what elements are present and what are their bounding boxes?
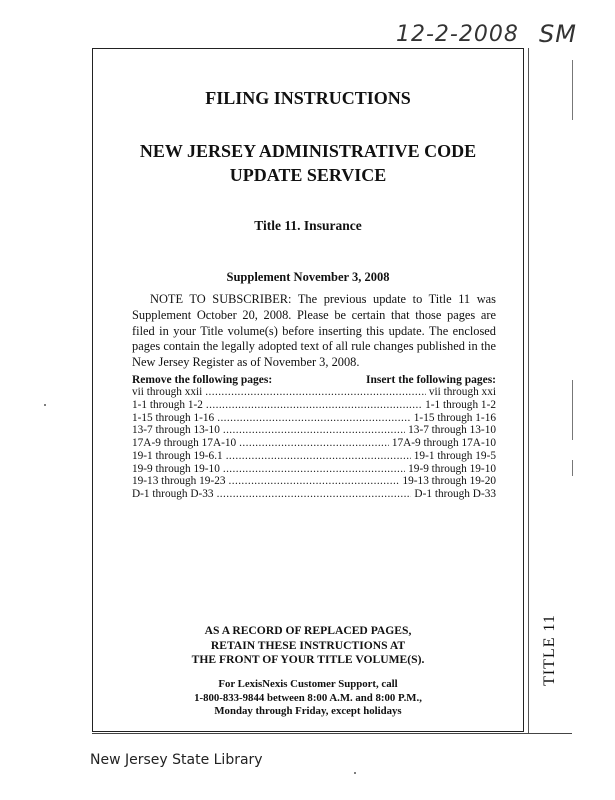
leader-dots [239,437,389,449]
title-tab-label: TITLE 11 [541,614,558,686]
remove-pages: 19-9 through 19-10 [132,462,220,475]
table-row [132,424,496,437]
leader-dots [226,450,411,462]
title-tab [530,600,570,700]
table-row [132,386,496,399]
insert-pages: 19-9 through 19-10 [408,462,496,475]
remove-pages: 1-1 through 1-2 [132,398,203,411]
pages-table-header [132,374,496,386]
leader-dots [217,412,411,424]
insert-pages: 1-1 through 1-2 [425,398,496,411]
binding-edge-rule [528,48,529,734]
scan-speck [354,772,356,774]
title-heading: Title 11. Insurance [254,218,362,233]
edge-mark [572,460,573,476]
edge-mark [572,380,573,440]
handwritten-initials: SM [539,20,577,48]
insert-pages: 13-7 through 13-10 [408,424,496,437]
code-heading-line2: UPDATE SERVICE [229,165,387,185]
record-notice [92,624,524,668]
insert-pages: 1-15 through 1-16 [413,411,496,424]
code-heading-line1: NEW JERSEY ADMINISTRATIVE CODE [139,141,477,161]
table-row [132,488,496,501]
remove-pages: vii through xxii [132,386,203,398]
table-row [132,437,496,450]
remove-pages: 19-13 through 19-23 [132,475,226,488]
support-line2: 1-800-833-9844 between 8:00 A.M. and 8:00 P.M., [194,691,422,704]
pages-table [132,386,496,501]
leader-dots [217,488,412,500]
code-heading [92,139,524,187]
remove-pages: 1-15 through 1-16 [132,411,215,424]
record-line1: AS A RECORD OF REPLACED PAGES, [204,624,412,637]
customer-support [92,678,524,719]
insert-pages: 19-13 through 19-20 [402,475,496,488]
table-row [132,463,496,476]
remove-pages: 17A-9 through 17A-10 [132,437,237,449]
insert-pages: 17A-9 through 17A-10 [391,437,496,449]
leader-dots [206,399,422,411]
table-row [132,475,496,488]
supplement-heading: Supplement November 3, 2008 [226,270,390,284]
leader-dots [205,386,426,398]
table-row [132,399,496,412]
record-line2: RETAIN THESE INSTRUCTIONS AT [210,638,406,652]
filing-instructions-heading: FILING INSTRUCTIONS [205,88,411,108]
remove-heading: Remove the following pages: [132,374,273,386]
insert-pages: D-1 through D-33 [414,488,496,500]
table-row [132,450,496,463]
insert-pages: vii through xxi [428,386,496,398]
edge-mark [572,60,573,120]
library-stamp: New Jersey State Library [90,752,263,768]
subscriber-note: NOTE TO SUBSCRIBER: The previous update to Title 11 was Supplement October 20, 2008. Please be certain that those pages are filed in your Title volume(s) before inserting this update. The enclosed pages contain the legally adopted text of all rule changes published in the New Jersey Register as of November 3, 2008. [132,292,496,370]
remove-pages: 13-7 through 13-10 [132,424,220,437]
scan-speck [44,404,46,406]
leader-dots [229,475,400,487]
record-line3: THE FRONT OF YOUR TITLE VOLUME(S). [191,653,425,666]
remove-pages: D-1 through D-33 [132,488,214,500]
insert-heading: Insert the following pages: [365,374,496,386]
support-line3: Monday through Friday, except holidays [214,705,402,717]
table-row [132,412,496,425]
handwritten-date: 12-2-2008 [396,22,519,47]
insert-pages: 19-1 through 19-5 [413,449,496,462]
leader-dots [223,463,405,475]
bottom-rule [92,733,572,734]
support-line1: For LexisNexis Customer Support, call [218,678,398,690]
remove-pages: 19-1 through 19-6.1 [132,449,223,462]
leader-dots [223,424,405,436]
